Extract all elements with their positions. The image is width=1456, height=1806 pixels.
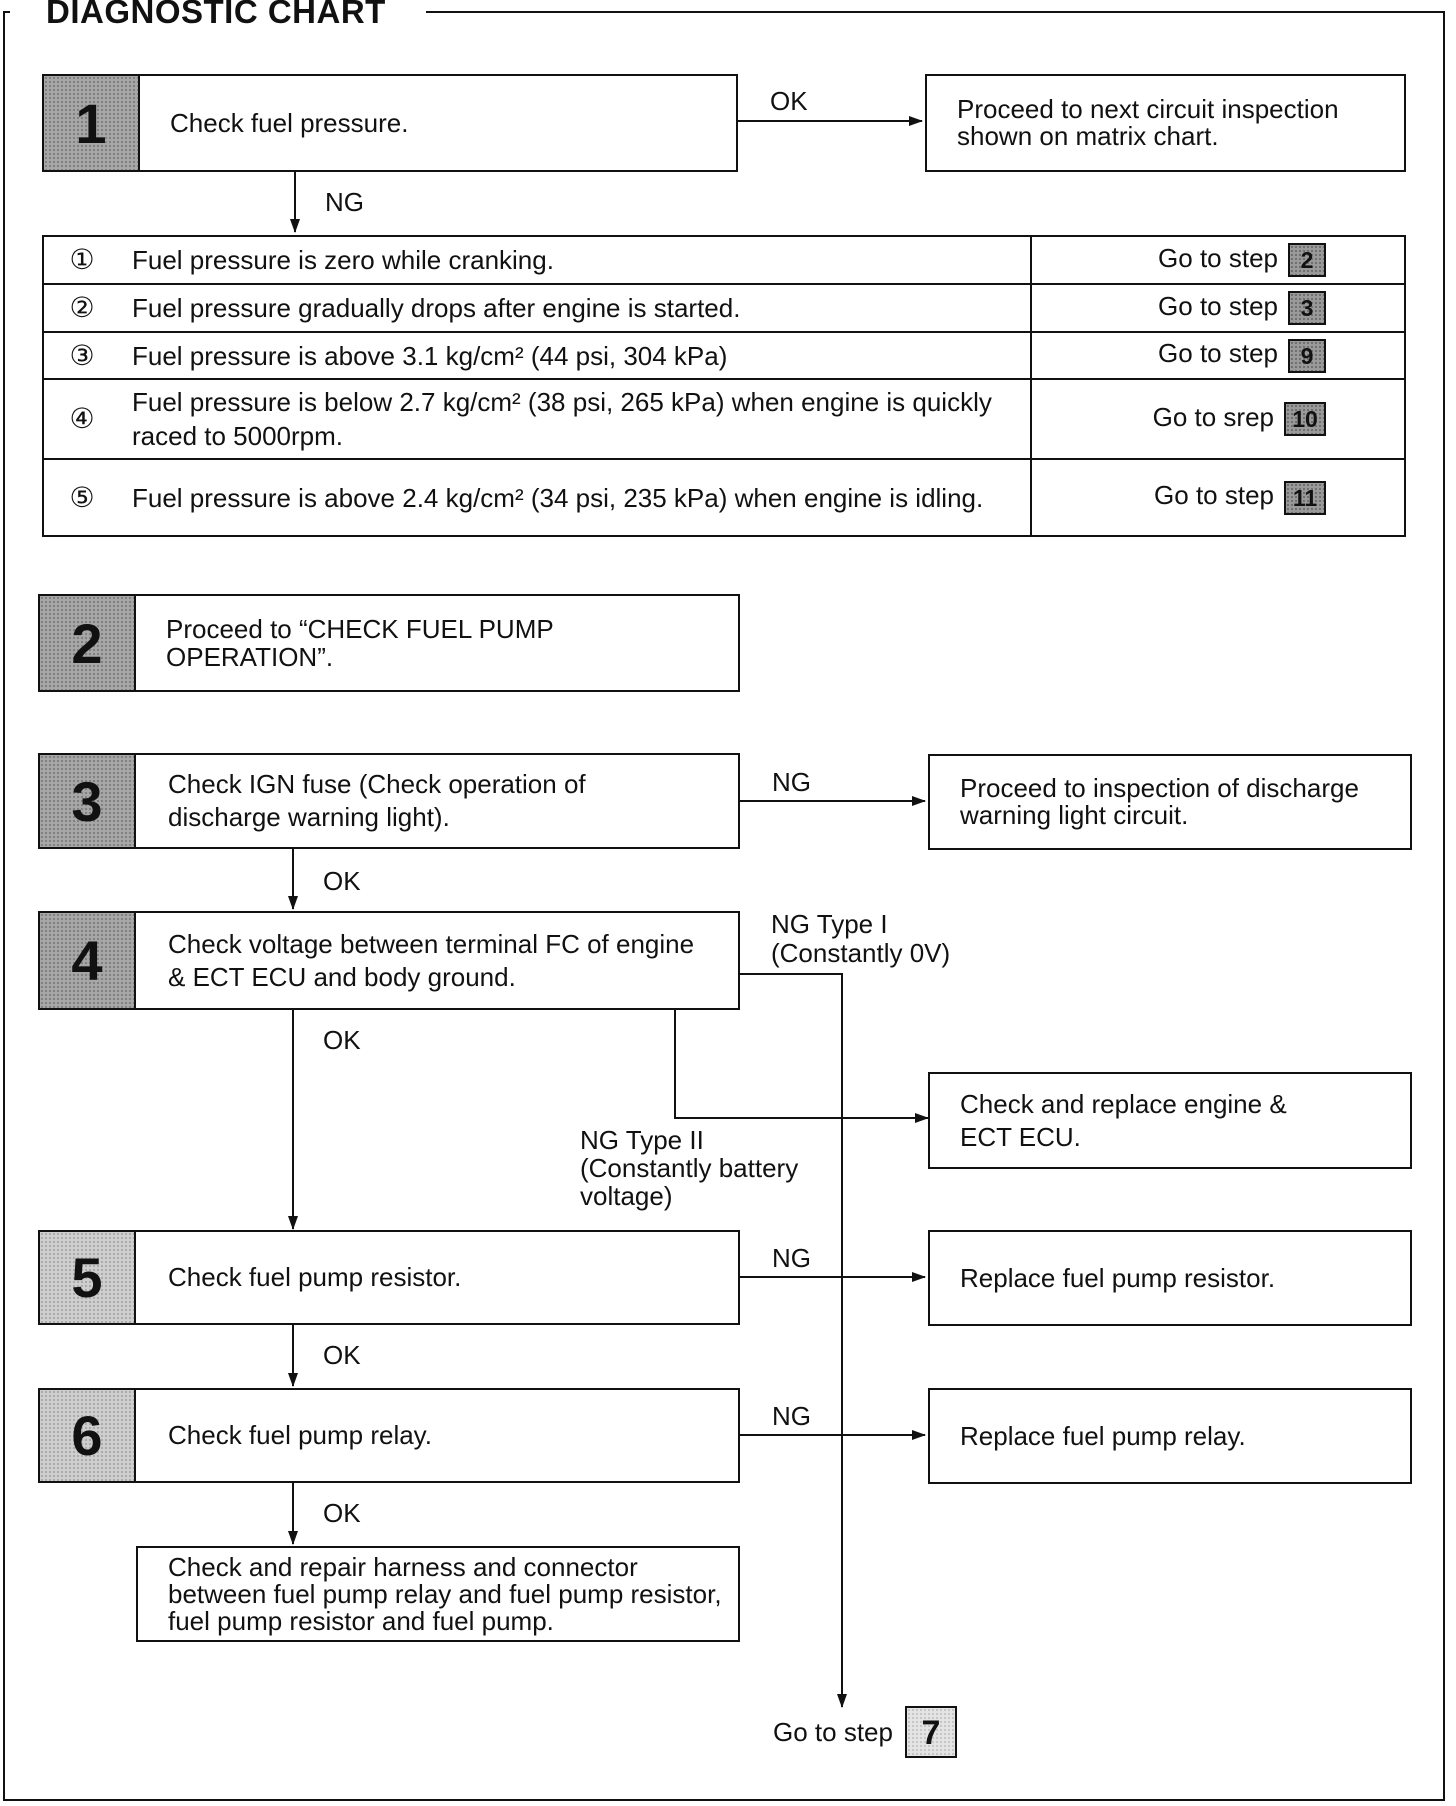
condition-row-2 <box>43 284 1405 332</box>
label-step3-ok: OK <box>323 866 361 896</box>
go-to-label: Go to step <box>1158 242 1278 273</box>
condition-row-4 <box>43 379 1405 459</box>
step-1-text: Check fuel pressure. <box>170 107 409 138</box>
step-4-badge: 4 <box>40 913 136 1008</box>
condition-row-3 <box>43 332 1405 379</box>
go-to-step-7-label: Go to step <box>773 1716 893 1747</box>
condition-text: Fuel pressure is zero while cranking. <box>132 245 554 275</box>
label-ng-type1: NG Type I (Constantly 0V) <box>771 909 951 968</box>
condition-row-1 <box>43 236 1405 284</box>
condition-number: ③ <box>69 339 95 371</box>
result-discharge-light-box <box>928 754 1412 850</box>
result-replace-relay-text: Replace fuel pump relay. <box>960 1421 1246 1451</box>
result-replace-ecu-box <box>928 1072 1412 1169</box>
go-to-step-badge: 3 <box>1288 291 1326 325</box>
step-5-text: Check fuel pump resistor. <box>168 1262 462 1292</box>
step-3-text: Check IGN fuse (Check operation of discharge warning light). <box>168 769 586 832</box>
go-to-label: Go to step <box>1158 338 1278 369</box>
step-2-badge: 2 <box>40 596 136 690</box>
step-3-box <box>38 753 740 849</box>
label-step4-ok: OK <box>323 1025 361 1055</box>
label-step3-ng: NG <box>772 767 811 797</box>
step-4-text: Check voltage between terminal FC of engine & ECT ECU and body ground. <box>168 928 695 992</box>
result-replace-ecu-text: Check and replace engine & ECT ECU. <box>960 1088 1287 1152</box>
label-step1-ok: OK <box>770 86 808 116</box>
go-to-step-badge: 9 <box>1288 339 1326 373</box>
conditions-table <box>42 235 1406 537</box>
step-2-text: Proceed to “CHECK FUEL PUMP OPERATION”. <box>166 614 554 672</box>
step-6-box <box>38 1388 740 1483</box>
step-1-badge: 1 <box>44 76 140 170</box>
go-to-step-badge: 2 <box>1288 243 1326 277</box>
go-to-step-badge: 10 <box>1284 402 1326 436</box>
step-6-text: Check fuel pump relay. <box>168 1420 432 1450</box>
go-to-step-7 <box>773 1703 957 1761</box>
step-1-box <box>42 74 738 172</box>
result-replace-resistor-box <box>928 1230 1412 1326</box>
go-to-label: Go to step <box>1158 290 1278 321</box>
step-6-badge: 6 <box>40 1390 136 1481</box>
condition-number: ② <box>69 292 95 323</box>
step-2-box <box>38 594 740 692</box>
label-step6-ng: NG <box>772 1401 811 1431</box>
result-discharge-light-text: Proceed to inspection of discharge warning light circuit. <box>960 773 1359 830</box>
result-repair-harness-box <box>136 1546 740 1642</box>
step-4-box <box>38 911 740 1010</box>
go-to-step-7-badge: 7 <box>905 1706 957 1758</box>
condition-row-5 <box>43 459 1405 536</box>
condition-text: Fuel pressure gradually drops after engine is started. <box>132 293 741 323</box>
step-5-box <box>38 1230 740 1325</box>
condition-text: Fuel pressure is above 2.4 kg/cm² (34 psi, 235 kPa) when engine is idling. <box>132 482 984 513</box>
result-repair-harness-text: Check and repair harness and connector between fuel pump relay and fuel pump resistor, fuel pump resistor and fuel pump. <box>168 1551 722 1636</box>
go-to-step-badge: 11 <box>1284 481 1326 515</box>
label-ng-type2: NG Type II (Constantly battery voltage) <box>580 1125 799 1211</box>
label-step1-ng: NG <box>325 187 364 217</box>
condition-number: ⑤ <box>69 481 95 513</box>
result-next-circuit-text: Proceed to next circuit inspection shown on matrix chart. <box>957 94 1339 151</box>
step-3-badge: 3 <box>40 755 136 847</box>
condition-text: Fuel pressure is above 3.1 kg/cm² (44 psi, 304 kPa) <box>132 340 728 371</box>
result-replace-relay-box <box>928 1388 1412 1484</box>
condition-number: ④ <box>69 403 95 434</box>
label-step5-ng: NG <box>772 1243 811 1273</box>
chart-title: DIAGNOSTIC CHART <box>40 0 392 30</box>
go-to-label: Go to step <box>1154 480 1274 511</box>
condition-text: Fuel pressure is below 2.7 kg/cm² (38 psi, 265 kPa) when engine is quickly raced to 5000rpm. <box>132 387 992 451</box>
result-replace-resistor-text: Replace fuel pump resistor. <box>960 1263 1276 1293</box>
arrow-step4-ng-type1 <box>740 974 842 1707</box>
label-step5-ok: OK <box>323 1340 361 1370</box>
go-to-label: Go to srep <box>1152 401 1274 432</box>
label-step6-ok: OK <box>323 1498 361 1528</box>
result-next-circuit-box <box>925 74 1406 172</box>
condition-number: ① <box>69 244 95 275</box>
step-5-badge: 5 <box>40 1232 136 1323</box>
arrow-step4-ng-type2 <box>675 1010 928 1118</box>
